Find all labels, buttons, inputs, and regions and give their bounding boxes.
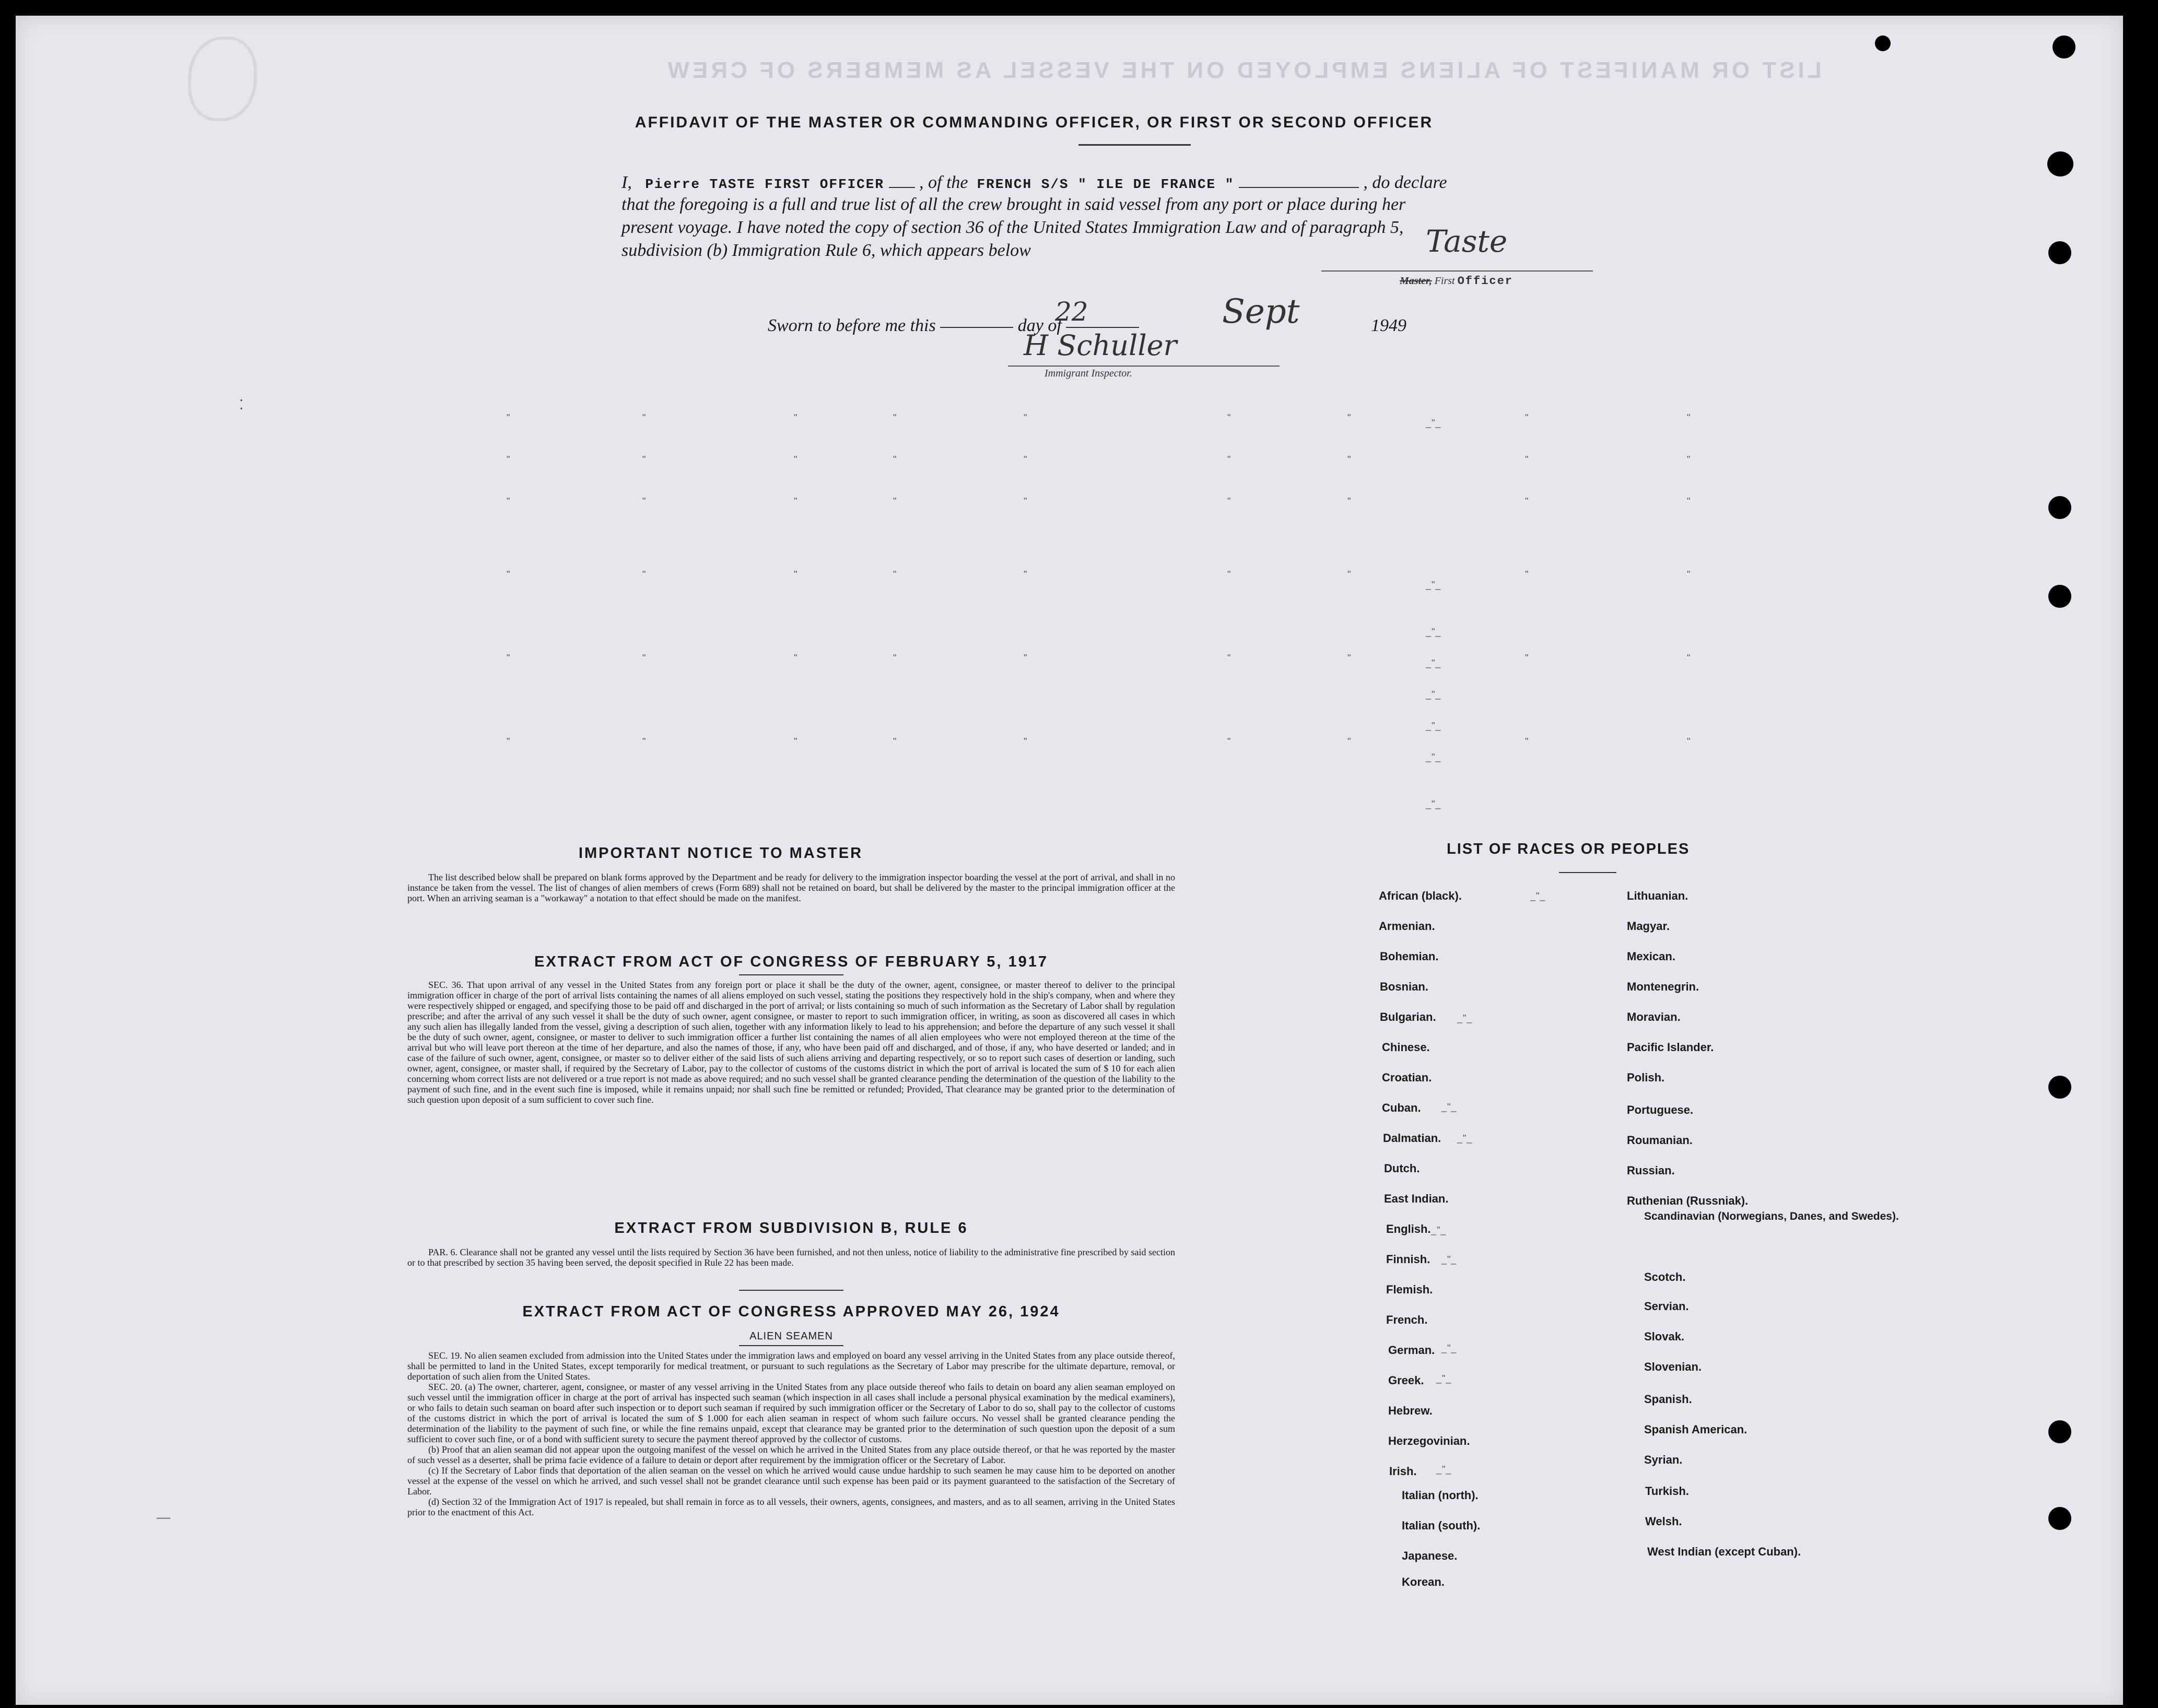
binder-hole bbox=[2048, 1076, 2071, 1099]
race-item: Syrian. bbox=[1644, 1453, 1683, 1466]
race-ditto: _"_ bbox=[1457, 1013, 1473, 1023]
inspector-signature: H Schuller bbox=[1024, 329, 1177, 362]
race-item: Dalmatian. bbox=[1383, 1132, 1441, 1145]
race-item: Croatian. bbox=[1382, 1071, 1432, 1084]
race-item: Slovak. bbox=[1644, 1330, 1685, 1343]
race-item: Irish. bbox=[1389, 1465, 1417, 1478]
race-item: Armenian. bbox=[1379, 920, 1435, 933]
race-item: Bohemian. bbox=[1380, 950, 1439, 963]
races-heading: LIST OF RACES OR PEOPLES bbox=[1447, 841, 1690, 857]
act-1917-heading: EXTRACT FROM ACT OF CONGRESS OF FEBRUARY 5, 1917 bbox=[534, 953, 1049, 970]
race-item: Servian. bbox=[1644, 1300, 1689, 1313]
subdivision-b-heading: EXTRACT FROM SUBDIVISION B, RULE 6 bbox=[614, 1220, 968, 1236]
stray-mark: ⁚ bbox=[239, 397, 244, 413]
race-item: Ruthenian (Russniak). bbox=[1627, 1194, 1749, 1207]
inspector-line bbox=[1008, 366, 1280, 367]
sworn-year: 1949 bbox=[1371, 316, 1406, 335]
race-item: Mexican. bbox=[1627, 950, 1675, 963]
race-item: Polish. bbox=[1627, 1071, 1665, 1084]
race-item: Dutch. bbox=[1384, 1162, 1420, 1175]
race-item: German. bbox=[1388, 1344, 1435, 1357]
inspector-label: Immigrant Inspector. bbox=[1045, 368, 1132, 379]
race-ditto: _"_ bbox=[1441, 1254, 1457, 1265]
race-item: Welsh. bbox=[1645, 1515, 1682, 1528]
act-1924-heading: EXTRACT FROM ACT OF CONGRESS APPROVED MAY 26, 1924 bbox=[522, 1303, 1060, 1320]
race-item: Montenegrin. bbox=[1627, 980, 1699, 993]
sworn-month: Sept bbox=[1222, 292, 1300, 331]
act-1917-divider bbox=[739, 974, 843, 975]
faded-header-text: LIST OR MANIFEST OF ALIENS EMPLOYED ON THE VESSEL AS MEMBERS OF CREW bbox=[664, 57, 1822, 83]
race-item: Korean. bbox=[1402, 1575, 1445, 1588]
race-item: Spanish. bbox=[1644, 1393, 1692, 1406]
race-item: Hebrew. bbox=[1388, 1404, 1433, 1417]
notice-body: The list described below shall be prepared on blank forms approved by the Department and be ready for delivery to the immigration inspector boarding the vessel at the port of arrival, and shall in no instance be taken from the vessel. The list of changes of alien members of crews (Form 689) shall not be retained on board, but shall be delivered by the master to the principal immigration officer at the port. When an arriving seaman is a "workaway" a notation to that effect should be made on the manifest. bbox=[407, 872, 1175, 903]
race-item: Moravian. bbox=[1627, 1010, 1681, 1023]
notice-heading: IMPORTANT NOTICE TO MASTER bbox=[578, 845, 863, 862]
race-item: Roumanian. bbox=[1627, 1134, 1693, 1147]
affidavit-do-declare: , do declare bbox=[1363, 173, 1447, 192]
vessel-name: FRENCH S/S " ILE DE FRANCE " bbox=[977, 176, 1235, 192]
race-item: Russian. bbox=[1627, 1164, 1675, 1177]
master-signature-line bbox=[1321, 270, 1593, 272]
binder-hole bbox=[2048, 585, 2071, 608]
ditto-mark-grid: " " " " " " " " " " " " " " " " " " " " " " " " " " " " " " " " " " " " " " " " " " " " " " " " " " " " " " _"_ _"_ _"_ _"_ _"_ _"_ _"_ _"_ bbox=[507, 413, 1691, 809]
binder-hole bbox=[2048, 241, 2071, 264]
race-ditto: _"_ bbox=[1441, 1343, 1457, 1353]
master-signature: Taste bbox=[1426, 223, 1508, 259]
binder-hole bbox=[2053, 36, 2075, 58]
affidavit-i: I, bbox=[621, 173, 632, 192]
binder-hole bbox=[2048, 1420, 2071, 1443]
race-item: Portuguese. bbox=[1627, 1103, 1694, 1116]
signature-title: Master, First Officer bbox=[1400, 275, 1514, 288]
act-1924-body: SEC. 19. No alien seamen excluded from admission into the United States under the immigration laws and employed on board any vessel arriving in the United States from any place outside thereof, shall be permitted to land in the United States, except temporarily for medical treatment, or pursuant to such regulations as the Secretary of Labor may prescribe for the ultimate departure, removal, or deportation of such alien from the United States. SEC. 20. (a) The owner, charterer, agent, consignee, or master of any vessel arriving in the United States from any place outside thereof who fails to detain on board any alien seaman employed on such vessel until the immigration officer in charge at the port of arrival has inspected such seaman (which inspection in all cases shall include a personal physical examination by the medical examiners), or who fails to detain such seaman on board after such inspection or to deport such seaman if required by such immigration officer or the Secretary of Labor to do so, shall pay to the collector of customs of the customs district in which the port of arrival is located the sum of $ 1.000 for each alien seaman in respect of whom such failure occurs. No vessel shall be granted clearance pending the determination of the liability to the payment of such fine, or while the fine remains unpaid, except that clearance may be granted prior to the determination of such question upon the deposit of a sum sufficient to cover such fine, or of a bond with sufficient surety to secure the payment thereof approved by the collector of customs. (b) Proof that an alien seaman did not appear upon the outgoing manifest of the vessel on which he arrived in the United States from any place outside thereof, or that he was reported by the master of such vessel as a deserter, shall be prima facie evidence of a failure to detain or deport after requirement by the immigration officer or the Secretary of Labor. (c) If the Secretary of Labor finds that deportation of the alien seaman on the vessel on which he arrived would cause undue hardship to such seamen he may cause him to be deported on another vessel at the expense of the vessel on which he arrived, and such vessel shall not be grandet clearance until such expense has been paid or its payment guaranteed to the satisfaction of the Secretary of Labor. (d) Section 32 of the Immigration Act of 1917 is repealed, but shall remain in force as to all vessels, their owners, agents, consignees, and masters, and as to all seamen, arriving in the United States prior to the enactment of this Act. bbox=[407, 1350, 1175, 1517]
manifest-page bbox=[16, 16, 2123, 1705]
race-ditto: _"_ bbox=[1457, 1133, 1473, 1144]
subdivision-b-divider bbox=[739, 1290, 843, 1291]
race-item: Finnish. bbox=[1386, 1253, 1430, 1266]
affidavit-line-1 bbox=[621, 171, 1614, 196]
binder-hole bbox=[2048, 1507, 2071, 1530]
binder-hole bbox=[2047, 151, 2073, 176]
race-item: East Indian. bbox=[1384, 1192, 1449, 1205]
race-ditto: _"_ bbox=[1436, 1373, 1452, 1384]
race-item: Japanese. bbox=[1402, 1549, 1458, 1562]
race-item: Turkish. bbox=[1645, 1485, 1689, 1498]
race-item: English. bbox=[1386, 1222, 1431, 1235]
race-item: Italian (south). bbox=[1402, 1519, 1481, 1532]
sworn-line: Sworn to before me this day of bbox=[768, 314, 1551, 337]
affidavit-body: that the foregoing is a full and true list of all the crew brought in said vessel from any port or place during her present voyage. I have noted the copy of section 36 of the United States Immigration Law and of paragraph 5, subdivision (b) Immigration Rule 6, which appears below bbox=[621, 195, 1406, 260]
race-item: Italian (north). bbox=[1402, 1489, 1479, 1502]
races-divider bbox=[1559, 872, 1616, 873]
race-item: Scotch. bbox=[1644, 1270, 1686, 1283]
race-item: Cuban. bbox=[1382, 1101, 1421, 1114]
race-item: Pacific Islander. bbox=[1627, 1041, 1714, 1054]
race-item: African (black). bbox=[1379, 889, 1462, 902]
subdivision-b-body: PAR. 6. Clearance shall not be granted any vessel until the lists required by Section 36 have been furnished, and not then unless, notice of liability to the administrative fine prescribed by said section or to that prescribed by section 35 having been served, the deposit specified in Rule 22 has been made. bbox=[407, 1247, 1175, 1268]
sworn-day: 22 bbox=[1055, 297, 1088, 327]
race-item: West Indian (except Cuban). bbox=[1647, 1545, 1801, 1558]
binder-hole bbox=[1875, 36, 1891, 51]
race-item: Spanish American. bbox=[1644, 1423, 1747, 1436]
race-ditto: _"_ bbox=[1431, 1225, 1447, 1235]
race-item: Bosnian. bbox=[1380, 980, 1428, 993]
race-ditto: _"_ bbox=[1441, 1102, 1457, 1112]
race-item: Greek. bbox=[1388, 1374, 1424, 1387]
race-item: Lithuanian. bbox=[1627, 889, 1688, 902]
title-divider bbox=[1078, 144, 1191, 146]
alien-seamen-divider bbox=[739, 1345, 843, 1346]
stray-mark: — bbox=[157, 1509, 170, 1525]
race-ditto: _"_ bbox=[1530, 891, 1546, 901]
binder-hole bbox=[2048, 496, 2071, 519]
race-item: Bulgarian. bbox=[1380, 1010, 1436, 1023]
corner-stamp-mark bbox=[188, 37, 257, 121]
page-title: AFFIDAVIT OF THE MASTER OR COMMANDING OFFICER, OR FIRST OR SECOND OFFICER bbox=[635, 114, 1434, 131]
officer-name: Pierre TASTE FIRST OFFICER bbox=[645, 176, 884, 192]
alien-seamen-subheading: ALIEN SEAMEN bbox=[749, 1330, 833, 1342]
race-item: Herzegovinian. bbox=[1388, 1434, 1470, 1447]
race-item: Scandinavian (Norwegians, Danes, and Swedes). bbox=[1644, 1210, 1899, 1222]
race-item: Flemish. bbox=[1386, 1283, 1433, 1296]
race-ditto: _"_ bbox=[1436, 1464, 1452, 1475]
race-item: French. bbox=[1386, 1313, 1428, 1326]
act-1917-body: SEC. 36. That upon arrival of any vessel in the United States from any foreign port or place it shall be the duty of the owner, agent, consignee, or master thereof to deliver to the principal immigration officer in charge of the port of arrival lists containing the names of all aliens employed on such vessel, stating the positions they respectively hold in the ship's company, when and where they were respectively shipped or engaged, and specifying those to be paid off and discharged in the port of arrival; or lists containing so much of such information as the Secretary of Labor shall by regulation prescribe; and after the arrival of any such vessel it shall be the duty of such owner, agent consignee, or master to report to such immigration officer, in writing, as soon as discovered all cases in which any such alien has illegally landed from the vessel, giving a description of such alien, together with any information likely to lead to his apprehension; and before the departure of any such vessel it shall be the duty of such owner, agent, consignee, or master to deliver to such immigration officer a further list containing the names of all alien employees who were not employed thereon at the time of the arrival but who will leave port thereon at the time of her departure, and also the names of those, if any, who have been paid off and discharged, and of those, if any, who have deserted or landed; and in case of the failure of such owner, agent, consignee, or master so to deliver either of the said lists of such aliens arriving and departing respectively, or so to report such cases of desertion or landing, such owner, agent, consignee, or master shall, if required by the Secretary of Labor, pay to the collector of customs of the customs district in which the port of arrival is located the sum of $ 10 for each alien concerning whom correct lists are not delivered or a true report is not made as above required; and no such vessel shall be granted clearance pending the determination of the question of the liability to the payment of such fine, and in the event such fine is imposed, while it remains unpaid; nor shall such fine be remitted or refunded; Provided, That clearance may be granted prior to the determination of such question upon deposit of a sum sufficient to cover such fine. bbox=[407, 980, 1175, 1105]
affidavit-of-the: , of the bbox=[919, 173, 968, 192]
race-item: Slovenian. bbox=[1644, 1360, 1702, 1373]
race-item: Magyar. bbox=[1627, 920, 1670, 933]
race-item: Chinese. bbox=[1382, 1041, 1430, 1054]
